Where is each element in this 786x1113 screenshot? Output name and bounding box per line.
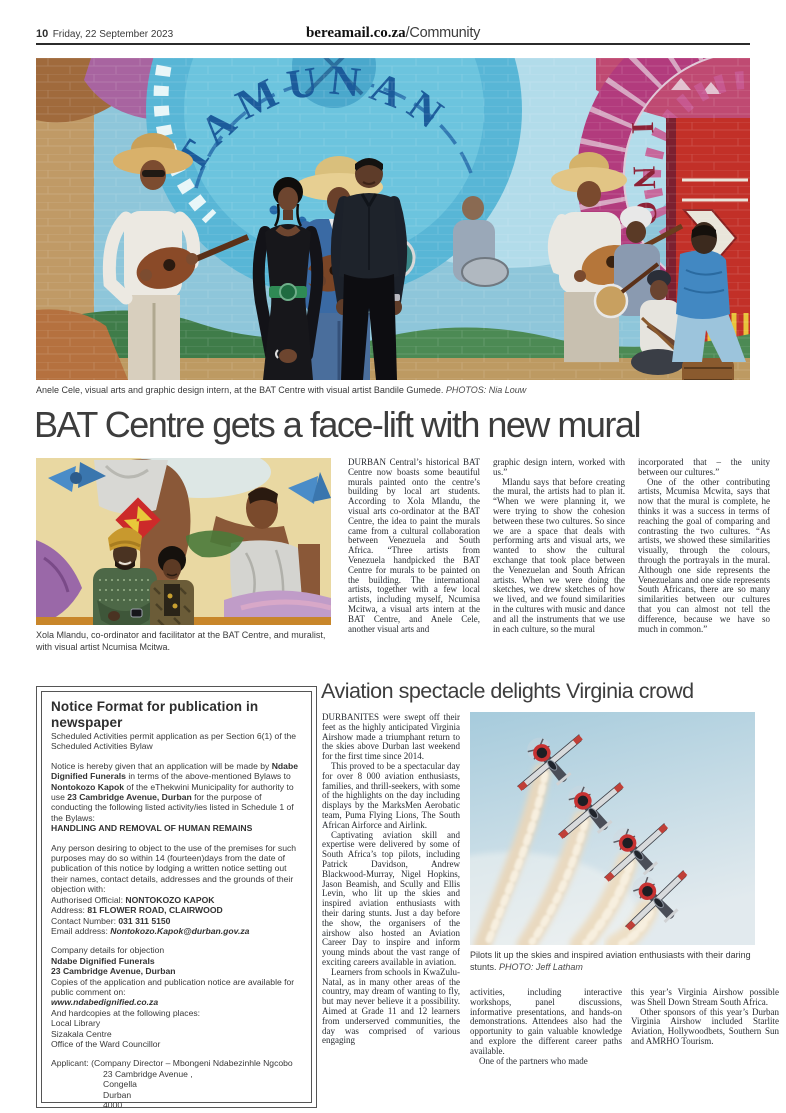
notice-title: Notice Format for publication in newspaper bbox=[51, 699, 259, 730]
bat-article-body bbox=[348, 458, 770, 663]
notice-applicant-line: Applicant: (Company Director – Mbongeni Ndabezinhle Ngcobo bbox=[51, 1058, 293, 1069]
notice-box bbox=[36, 686, 317, 1108]
notice-place-3: Office of the Ward Councillor bbox=[51, 1038, 161, 1049]
notice-paragraph-1: Notice is hereby given that an application will be made by Ndabe Dignified Funerals in terms of the above-mentioned Bylaws to Nontokozo Kapok of the eThekwini Municipality for authority to use 23 Cambridge Avenue, Durban for the purpose of conducting the following listed activity/ies listed in Schedule 1 of the Bylaws: bbox=[51, 760, 298, 823]
bat-paragraph: DURBAN Central’s historical BAT Centre now boasts some beautiful murals painted onto the centre’s building by local art students. According to Xola Mlandu, the visual arts co-ordinator at the BAT Centre, the idea to paint the murals came from a cultural collaboration between Venezuela and South Africa. “Three artists from Venezuela handpicked the BAT Centre for murals to be painted on the building. The international artists, together with a few local artists, including myself, Ncumisa Mcitwa, a visual arts intern at the BAT Centre, and Anele Cele, another visual arts and bbox=[348, 457, 480, 634]
aviation-column-3 bbox=[631, 988, 779, 1098]
airshow-illustration bbox=[470, 712, 755, 945]
caption-credit: PHOTOS: Nia Louw bbox=[445, 385, 527, 395]
caption-credit: PHOTO: Jeff Latham bbox=[499, 961, 583, 972]
bat-paragraph: Mlandu says that before creating the mural, the artists had to plan it. “When we were planning it, we were trying to show the cohesion between these two cultures. So since we are a space that deals with performing arts and visual arts, we wanted to show the cultural exchange that took place between the Venezuelan and South African artists. When we were doing the sketches, we drew sketches of how we lived, and we found similarities in the cultures with music and dance and all the instruments that we use in each culture, so the mural bbox=[493, 476, 625, 634]
aviation-paragraph: Learners from schools in KwaZulu-Natal, as in many other areas of the country, may dream of wanting to fly, but may never believe it a possibility. Aimed at Grade 11 and 12 learners from underserved communities, the day was comprised of various engaging bbox=[322, 966, 460, 1046]
notice-subtitle: Scheduled Activities permit application as per Section 6(1) of the Scheduled Activities Bylaw bbox=[51, 731, 297, 752]
bat-paragraph: incorporated that – the unity between our cultures.” bbox=[638, 457, 770, 477]
notice-applicant-address-3: Durban bbox=[103, 1089, 132, 1100]
aviation-column-2 bbox=[470, 988, 622, 1098]
notice-copies-text: Copies of the application and publication notice are available for public comment on: bbox=[51, 976, 295, 997]
caption-text: Anele Cele, visual arts and graphic design intern, at the BAT Centre with visual artist Bandile Gumede. bbox=[36, 385, 446, 395]
page-number: 10 bbox=[36, 28, 49, 40]
notice-company-address: 23 Cambridge Avenue, Durban bbox=[51, 966, 176, 977]
notice-content bbox=[41, 691, 312, 1110]
caption-text: Pilots lit up the skies and inspired aviation enthusiasts with their daring stunts. bbox=[470, 950, 751, 972]
site-name: bereamail.co.za bbox=[305, 25, 406, 41]
notice-company-heading: Company details for objection bbox=[51, 945, 165, 956]
notice-company-name: Ndabe Dignified Funerals bbox=[51, 955, 155, 966]
masthead bbox=[36, 24, 750, 42]
notice-activity-line: HANDLING AND REMOVAL OF HUMAN REMAINS bbox=[51, 823, 253, 834]
notice-place-1: Local Library bbox=[51, 1018, 101, 1029]
muralists-illustration bbox=[36, 458, 331, 625]
bat-column-1 bbox=[348, 458, 480, 663]
article-headline-aviation: Aviation spectacle delights Virginia crowd bbox=[321, 679, 694, 703]
bat-column-2 bbox=[493, 458, 625, 663]
notice-applicant-address-1: 23 Cambridge Avenue , bbox=[103, 1068, 193, 1079]
notice-website: www.ndabedignified.co.za bbox=[51, 997, 159, 1008]
mural-illustration bbox=[36, 58, 750, 380]
airshow-photo bbox=[470, 712, 755, 945]
bat-column-3 bbox=[638, 458, 770, 663]
aviation-paragraph: this year’s Virginia Airshow possible was Shell Down Stream South Africa. bbox=[631, 987, 779, 1007]
notice-contact: Contact Number: 031 311 5150 bbox=[51, 915, 171, 926]
photo-caption-3 bbox=[470, 950, 766, 973]
aviation-paragraph: activities, including interactive workshops, panel discussions, informative presentations, and hands-on demonstrations. Attendees also had the opportunity to gain valuable knowledge and explore the different career paths available. bbox=[470, 987, 622, 1056]
aviation-paragraph: This proved to be a spectacular day for over 8 000 aviation enthusiasts, families, and thrill-seekers, with some of the highlights on the day including displays by the MarksMen Aerobatic team, Puma Flying Lions, The South African Airforce and Airlink. bbox=[322, 760, 460, 830]
article-headline-bat: BAT Centre gets a face-lift with new mural bbox=[34, 404, 640, 445]
notice-place-2: Sizakala Centre bbox=[51, 1028, 112, 1039]
notice-applicant-address-2: Congella bbox=[103, 1079, 137, 1090]
notice-official: Authorised Official: NONTOKOZO KAPOK bbox=[51, 894, 215, 905]
notice-applicant-address-4: 4000 bbox=[103, 1100, 123, 1110]
notice-address: Address: 81 FLOWER ROAD, CLAIRWOOD bbox=[51, 905, 223, 916]
photo-caption-2: Xola Mlandu, co-ordinator and facilitator at the BAT Centre, and muralist, with visual artist Ncumisa Mcitwa. bbox=[36, 630, 326, 652]
bat-paragraph: One of the other contributing artists, Mcumisa Mcwita, says that now that the mural is complete, he thinks it was a success in terms of reaching the goal of comparing and contrasting the two cultures. “As artists, we showed these similarities visually, through the colours, through the portrayals in the mural. Although one side represents the Venezuelans and one side represents South Africans, there are so many similarities between our cultures that you can almost not tell the difference, because we have so much in common.” bbox=[638, 476, 770, 634]
page-date: Friday, 22 September 2023 bbox=[52, 29, 174, 40]
aviation-paragraph: DURBANITES were swept off their feet as the highly anticipated Virginia Airshow made a triumphant return to the skies above Durban last weekend for the first time since 2014. bbox=[322, 712, 460, 762]
photo-caption-1 bbox=[36, 385, 750, 397]
aviation-paragraph: One of the partners who made bbox=[479, 1055, 588, 1066]
page-header bbox=[36, 24, 750, 45]
bat-paragraph: graphic design intern, worked with us.” bbox=[493, 457, 625, 477]
notice-paragraph-2: Any person desiring to object to the use of the premises for such purposes may do so within 14 (fourteen)days from the date of publication of this notice by lodging a written notice setting out their names, contact details, addresses and the grounds of their objection with: bbox=[51, 842, 297, 895]
aviation-paragraph: Other sponsors of this year’s Durban Virginia Airshow included Starlite Aviation, Hollywoodbets, Southern Sun and AMRHO Tourism. bbox=[631, 1006, 779, 1046]
notice-email: Email address: Nontokozo.Kapok@durban.gov.za bbox=[51, 925, 250, 936]
aviation-column-1 bbox=[322, 713, 460, 1103]
muralists-photo bbox=[36, 458, 331, 625]
site-section: /Community bbox=[405, 25, 481, 41]
aviation-paragraph: Captivating aviation skill and expertise were delivered by some of South Africa’s top pilots, including Patrick Davidson, Andrew Blackwood-Murray, Nigel Hopkins, Jason Beamish, and Scully and Ellis Levin, who lit up the skies and inspired aviation enthusiasts with their daring stunts. Just a day before the show, the organisers of the airshow also hosted an Aviation Career Day to inspire and inform young minds about the vast range of exciting careers available in aviation. bbox=[322, 829, 460, 967]
mural-photo bbox=[36, 58, 750, 380]
notice-hardcopies-text: And hardcopies at the following places: bbox=[51, 1007, 201, 1018]
